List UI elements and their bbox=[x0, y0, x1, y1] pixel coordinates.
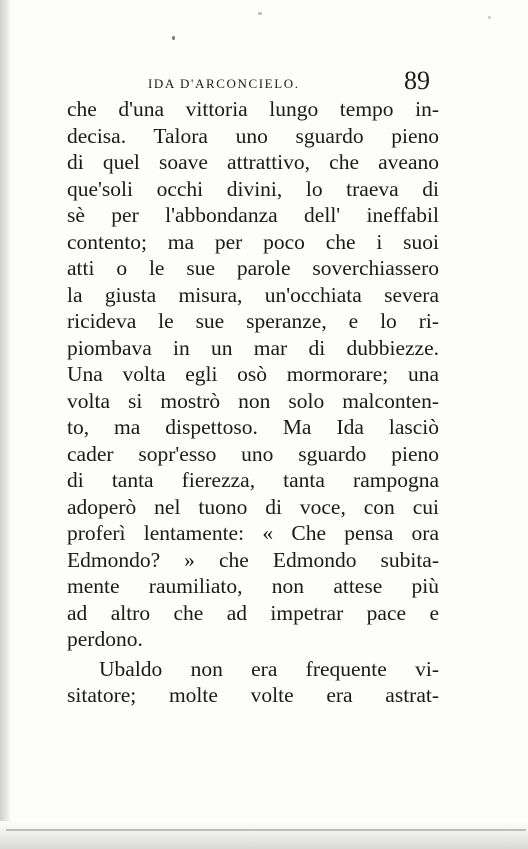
text-line: proferì lentamente: « Che pensa ora bbox=[67, 521, 439, 545]
text-line: sè per l'abbondanza dell' ineffabil bbox=[67, 203, 439, 227]
paragraph-1 bbox=[67, 96, 439, 653]
page-gutter-shadow bbox=[0, 0, 10, 849]
text-line: contento; ma per poco che i suoi bbox=[67, 229, 439, 254]
page-bottom-rule bbox=[6, 829, 526, 831]
text-line: perdono. bbox=[67, 627, 143, 651]
text-line: di quel soave attrattivo, che aveano bbox=[67, 150, 439, 174]
text-line: atti o le sue parole soverchiassero bbox=[67, 256, 439, 280]
paper-speck bbox=[488, 16, 491, 19]
body-text bbox=[67, 96, 439, 709]
text-line: la giusta misura, un'occhiata severa bbox=[67, 282, 439, 307]
page-header bbox=[0, 66, 528, 96]
text-line: decisa. Talora uno sguardo pieno bbox=[67, 123, 439, 148]
paper-speck bbox=[258, 12, 262, 15]
text-line: que'soli occhi divini, lo traeva di bbox=[67, 176, 439, 201]
text-line: cader sopr'esso uno sguardo pieno bbox=[67, 441, 439, 466]
text-line: sitatore; molte volte era astrat- bbox=[67, 683, 439, 707]
text-line: Una volta egli osò mormorare; una bbox=[67, 362, 439, 386]
text-line: Ubaldo non era frequente vi- bbox=[99, 656, 439, 681]
text-line: to, ma dispettoso. Ma Ida lasciò bbox=[67, 415, 439, 439]
text-line: adoperò nel tuono di voce, con cui bbox=[67, 494, 439, 519]
text-line: volta si mostrò non solo malconten- bbox=[67, 388, 439, 413]
text-line: ad altro che ad impetrar pace e bbox=[67, 600, 439, 625]
text-line: Edmondo? » che Edmondo subita- bbox=[67, 547, 439, 572]
text-line: che d'una vittoria lungo tempo in- bbox=[67, 97, 439, 121]
text-line: di tanta fierezza, tanta rampogna bbox=[67, 468, 439, 492]
text-line: ricideva le sue speranze, e lo ri- bbox=[67, 309, 439, 333]
text-line: mente raumiliato, non attese più bbox=[67, 574, 439, 598]
page-bottom-edge bbox=[0, 821, 528, 849]
paper-speck bbox=[172, 36, 175, 40]
running-title: IDA D'ARCONCIELO. bbox=[148, 76, 300, 91]
page-number: 89 bbox=[404, 66, 430, 95]
text-line: piombava in un mar di dubbiezze. bbox=[67, 335, 439, 360]
paragraph-2 bbox=[67, 656, 439, 709]
